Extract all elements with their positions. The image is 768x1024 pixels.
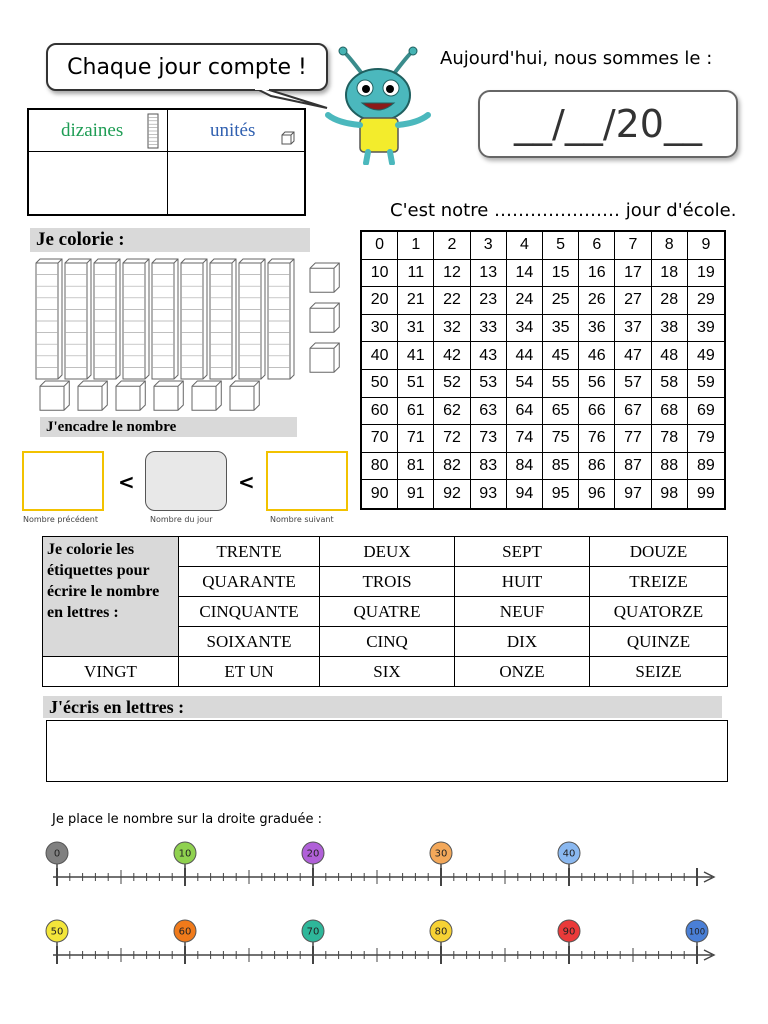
grid-cell[interactable]: 94 (507, 480, 543, 508)
grid-cell[interactable]: 37 (615, 315, 651, 343)
grid-cell[interactable]: 39 (688, 315, 724, 343)
write-in-letters-title: J'écris en lettres : (43, 696, 722, 718)
grid-cell[interactable]: 55 (543, 370, 579, 398)
number-line-marker (174, 842, 196, 869)
number-word-label[interactable]: NEUF (455, 597, 590, 627)
number-line-row[interactable] (46, 920, 714, 964)
grid-cell[interactable]: 53 (471, 370, 507, 398)
grid-cell[interactable]: 61 (398, 398, 434, 426)
unit-cube[interactable] (310, 263, 339, 292)
unit-cube[interactable] (310, 343, 339, 372)
grid-cell[interactable]: 59 (688, 370, 724, 398)
number-word-label[interactable]: TROIS (320, 567, 455, 597)
grid-cell[interactable]: 38 (652, 315, 688, 343)
grid-cell[interactable]: 21 (398, 287, 434, 315)
grid-cell[interactable]: 34 (507, 315, 543, 343)
number-line-marker (558, 920, 580, 947)
grid-cell[interactable]: 80 (362, 453, 398, 481)
ten-rod[interactable] (36, 259, 62, 379)
tens-label: dizaines (61, 120, 124, 141)
number-line-marker (430, 842, 452, 869)
number-word-label[interactable]: CINQUANTE (179, 597, 320, 627)
grid-cell[interactable]: 15 (543, 260, 579, 288)
grid-cell[interactable]: 70 (362, 425, 398, 453)
grid-cell[interactable]: 52 (434, 370, 470, 398)
grid-cell[interactable]: 0 (362, 232, 398, 260)
number-line-marker (686, 920, 708, 947)
grid-cell[interactable]: 98 (652, 480, 688, 508)
number-line-marker (174, 920, 196, 947)
number-line-marker (558, 842, 580, 869)
number-word-label[interactable]: DEUX (320, 537, 455, 567)
alien-mascot-image (318, 45, 438, 165)
grid-cell[interactable]: 47 (615, 342, 651, 370)
marker-label: 50 (50, 926, 64, 938)
grid-cell[interactable]: 18 (652, 260, 688, 288)
date-template: __/__/20__ (514, 102, 702, 146)
coloring-title: Je colorie : (30, 228, 310, 252)
grid-cell[interactable]: 75 (543, 425, 579, 453)
grid-cell[interactable]: 77 (615, 425, 651, 453)
ten-rod[interactable] (210, 259, 236, 379)
next-number-box[interactable] (266, 451, 348, 511)
unit-cube[interactable] (230, 381, 259, 410)
grid-cell[interactable]: 26 (579, 287, 615, 315)
grid-cell[interactable]: 60 (362, 398, 398, 426)
grid-cell[interactable]: 30 (362, 315, 398, 343)
grid-cell[interactable]: 65 (543, 398, 579, 426)
marker-label: 0 (53, 848, 61, 860)
bubble-text: Chaque jour compte ! (67, 54, 307, 80)
day-number-caption: Nombre du jour (150, 515, 213, 524)
grid-cell[interactable]: 23 (471, 287, 507, 315)
number-line-marker (302, 920, 324, 947)
grid-cell[interactable]: 51 (398, 370, 434, 398)
grid-cell[interactable]: 16 (579, 260, 615, 288)
units-header-cell (168, 110, 306, 152)
unit-cube[interactable] (154, 381, 183, 410)
grid-cell[interactable]: 10 (362, 260, 398, 288)
grid-cell[interactable]: 9 (688, 232, 724, 260)
grid-cell[interactable]: 96 (579, 480, 615, 508)
marker-label: 20 (306, 848, 320, 860)
marker-label: 70 (306, 926, 320, 938)
grid-cell[interactable]: 5 (543, 232, 579, 260)
number-word-label[interactable]: SIX (320, 657, 455, 687)
number-word-label[interactable]: SEIZE (590, 657, 728, 687)
grid-cell[interactable]: 17 (615, 260, 651, 288)
grid-cell[interactable]: 56 (579, 370, 615, 398)
hundred-grid (360, 230, 726, 510)
number-line-title: Je place le nombre sur la droite graduée : (52, 812, 322, 827)
grid-cell[interactable]: 46 (579, 342, 615, 370)
number-word-label[interactable]: ET UN (179, 657, 320, 687)
grid-cell[interactable]: 93 (471, 480, 507, 508)
number-word-label[interactable]: QUARANTE (179, 567, 320, 597)
grid-cell[interactable]: 11 (398, 260, 434, 288)
grid-cell[interactable]: 49 (688, 342, 724, 370)
number-word-label[interactable]: DIX (455, 627, 590, 657)
grid-cell[interactable]: 29 (688, 287, 724, 315)
number-word-label[interactable]: TREIZE (590, 567, 728, 597)
school-day-sentence: C'est notre ………………… jour d'école. (390, 200, 737, 221)
grid-cell[interactable]: 68 (652, 398, 688, 426)
number-line-row[interactable] (46, 842, 714, 886)
unit-cube-icon (280, 130, 296, 146)
grid-cell[interactable]: 42 (434, 342, 470, 370)
grid-cell[interactable]: 66 (579, 398, 615, 426)
ten-rod[interactable] (123, 259, 149, 379)
number-word-label[interactable]: ONZE (455, 657, 590, 687)
grid-cell[interactable]: 72 (434, 425, 470, 453)
grid-cell[interactable]: 95 (543, 480, 579, 508)
ten-rod[interactable] (181, 259, 207, 379)
write-in-letters-box[interactable] (46, 720, 728, 782)
marker-label: 40 (562, 848, 576, 860)
grid-cell[interactable]: 31 (398, 315, 434, 343)
base-ten-blocks[interactable] (34, 255, 354, 415)
grid-cell[interactable]: 36 (579, 315, 615, 343)
grid-cell[interactable]: 81 (398, 453, 434, 481)
grid-cell[interactable]: 4 (507, 232, 543, 260)
next-number-caption: Nombre suivant (270, 515, 334, 524)
number-line-marker (46, 920, 68, 947)
grid-cell[interactable]: 99 (697, 485, 715, 503)
marker-label: 90 (562, 926, 576, 938)
grid-cell[interactable]: 24 (507, 287, 543, 315)
grid-cell[interactable]: 35 (543, 315, 579, 343)
number-line[interactable] (0, 835, 768, 975)
grid-cell[interactable]: 92 (434, 480, 470, 508)
number-word-label[interactable]: HUIT (455, 567, 590, 597)
grid-cell[interactable]: 12 (434, 260, 470, 288)
units-answer-cell[interactable] (168, 152, 306, 214)
grid-cell[interactable]: 8 (652, 232, 688, 260)
grid-cell[interactable]: 67 (615, 398, 651, 426)
grid-cell[interactable]: 22 (434, 287, 470, 315)
grid-cell[interactable]: 54 (507, 370, 543, 398)
label-row (43, 657, 728, 687)
grid-cell[interactable]: 97 (615, 480, 651, 508)
unit-cube[interactable] (310, 303, 339, 332)
grid-cell[interactable]: 45 (543, 342, 579, 370)
marker-label: 100 (688, 927, 706, 938)
grid-cell[interactable]: 64 (507, 398, 543, 426)
number-word-label[interactable]: QUATRE (320, 597, 455, 627)
day-number-box[interactable] (145, 451, 227, 511)
ten-rod[interactable] (65, 259, 91, 379)
grid-cell[interactable]: 87 (615, 453, 651, 481)
ten-rod[interactable] (268, 259, 294, 379)
grid-cell[interactable]: 73 (471, 425, 507, 453)
frame-number-title: J'encadre le nombre (40, 417, 297, 437)
grid-cell[interactable]: 14 (507, 260, 543, 288)
number-word-label[interactable]: DOUZE (590, 537, 728, 567)
grid-cell[interactable]: 86 (579, 453, 615, 481)
tens-answer-cell[interactable] (29, 152, 168, 214)
grid-cell[interactable]: 76 (579, 425, 615, 453)
grid-cell[interactable]: 27 (615, 287, 651, 315)
grid-cell[interactable]: 3 (471, 232, 507, 260)
grid-cell[interactable]: 50 (362, 370, 398, 398)
number-line-marker (46, 842, 68, 869)
tens-header-cell (29, 110, 168, 152)
grid-cell[interactable]: 78 (652, 425, 688, 453)
number-word-label[interactable]: SEPT (455, 537, 590, 567)
unit-cube[interactable] (116, 381, 145, 410)
grid-cell[interactable]: 88 (652, 453, 688, 481)
grid-cell[interactable]: 79 (688, 425, 724, 453)
number-word-label[interactable]: SOIXANTE (179, 627, 320, 657)
grid-cell[interactable]: 62 (434, 398, 470, 426)
date-title: Aujourd'hui, nous sommes le : (440, 48, 713, 69)
marker-label: 10 (178, 848, 192, 860)
grid-cell[interactable]: 82 (434, 453, 470, 481)
grid-cell[interactable]: 90 (362, 480, 398, 508)
grid-cell[interactable]: 1 (398, 232, 434, 260)
marker-label: 60 (178, 926, 192, 938)
ten-rod-icon (147, 113, 159, 149)
number-word-label[interactable]: QUINZE (590, 627, 728, 657)
grid-cell[interactable]: 44 (507, 342, 543, 370)
ten-rod[interactable] (239, 259, 265, 379)
grid-cell[interactable]: 83 (471, 453, 507, 481)
marker-label: 30 (434, 848, 448, 860)
number-word-label[interactable]: QUATORZE (590, 597, 728, 627)
grid-cell[interactable]: 91 (398, 480, 434, 508)
grid-cell[interactable]: 13 (471, 260, 507, 288)
less-than-sign: < (238, 470, 255, 494)
labels-instruction: Je colorie les étiquettes pour écrire le nombre en lettres : (43, 537, 179, 657)
number-word-labels-table (42, 536, 728, 687)
grid-cell[interactable]: 32 (434, 315, 470, 343)
number-word-label[interactable]: CINQ (320, 627, 455, 657)
ten-rod[interactable] (152, 259, 178, 379)
grid-cell[interactable]: 6 (579, 232, 615, 260)
number-word-label[interactable]: VINGT (43, 657, 179, 687)
marker-label: 80 (434, 926, 448, 938)
grid-cell[interactable]: 58 (652, 370, 688, 398)
unit-cube[interactable] (78, 381, 107, 410)
grid-cell[interactable]: 69 (688, 398, 724, 426)
grid-cell[interactable]: 74 (507, 425, 543, 453)
units-label: unités (210, 120, 256, 141)
previous-number-box[interactable] (22, 451, 104, 511)
previous-number-caption: Nombre précédent (23, 515, 98, 524)
grid-cell[interactable]: 28 (652, 287, 688, 315)
grid-cell[interactable]: 43 (471, 342, 507, 370)
less-than-sign: < (118, 470, 135, 494)
ten-rod[interactable] (94, 259, 120, 379)
grid-cell[interactable]: 57 (615, 370, 651, 398)
grid-cell[interactable]: 40 (362, 342, 398, 370)
grid-cell[interactable]: 84 (507, 453, 543, 481)
place-value-table (27, 108, 306, 216)
number-line-marker (302, 842, 324, 869)
grid-cell[interactable]: 41 (398, 342, 434, 370)
date-box[interactable] (478, 90, 738, 158)
grid-cell[interactable]: 20 (362, 287, 398, 315)
grid-cell[interactable]: 33 (471, 315, 507, 343)
grid-cell[interactable]: 25 (543, 287, 579, 315)
grid-cell[interactable]: 7 (615, 232, 651, 260)
grid-cell[interactable]: 89 (688, 453, 724, 481)
number-word-label[interactable]: TRENTE (179, 537, 320, 567)
label-row (43, 537, 728, 567)
unit-cube[interactable] (192, 381, 221, 410)
grid-cell[interactable]: 71 (398, 425, 434, 453)
grid-cell[interactable]: 85 (543, 453, 579, 481)
grid-cell[interactable]: 48 (652, 342, 688, 370)
unit-cube[interactable] (40, 381, 69, 410)
grid-cell[interactable]: 2 (434, 232, 470, 260)
grid-cell[interactable]: 63 (471, 398, 507, 426)
grid-cell[interactable]: 19 (688, 260, 724, 288)
number-line-marker (430, 920, 452, 947)
